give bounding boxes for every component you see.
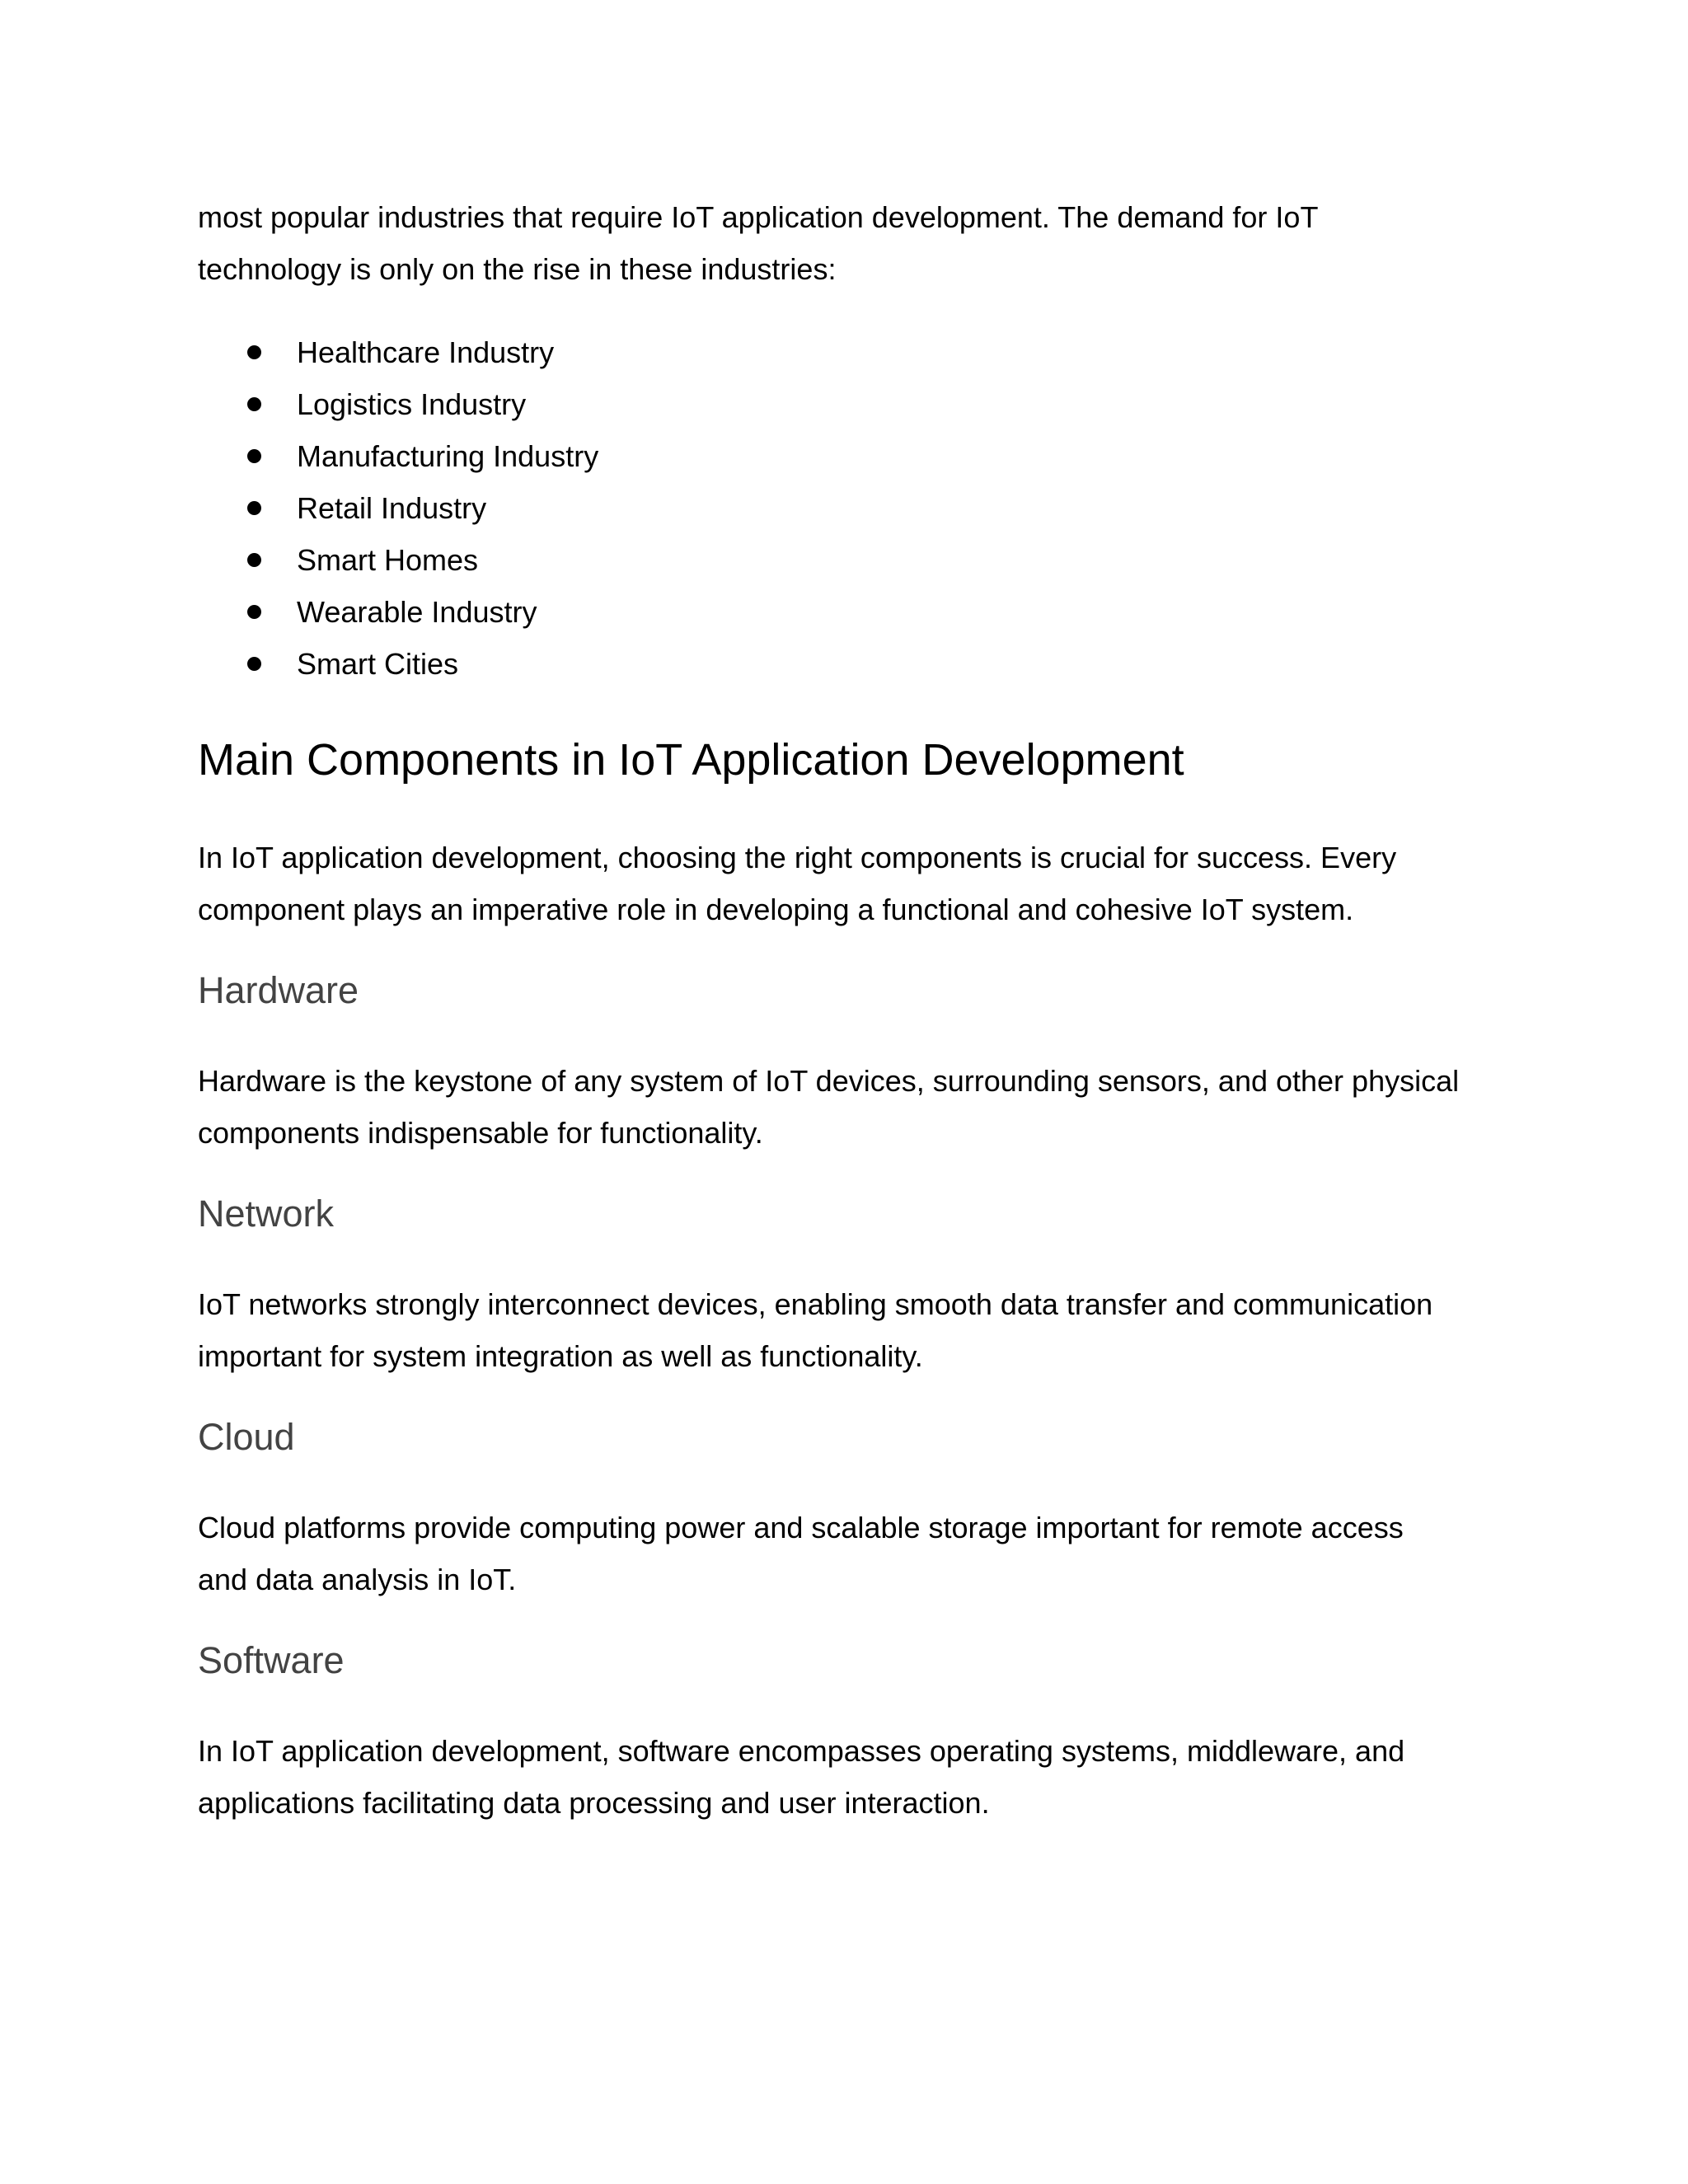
bullet-icon <box>247 397 261 411</box>
list-item-label: Smart Cities <box>297 647 459 681</box>
paragraph-line: components indispensable for functionality. <box>198 1116 763 1150</box>
hardware-heading: Hardware <box>198 969 359 1011</box>
list-item-label: Retail Industry <box>297 491 487 525</box>
software-paragraph <box>198 1725 1500 1829</box>
intro-line: technology is only on the rise in these industries: <box>198 252 837 286</box>
list-item <box>198 534 1500 586</box>
list-item <box>198 586 1500 638</box>
cloud-heading: Cloud <box>198 1416 295 1458</box>
paragraph-line: Cloud platforms provide computing power and scalable storage important for remote access <box>198 1511 1404 1544</box>
cloud-paragraph <box>198 1502 1500 1605</box>
list-item-label: Healthcare Industry <box>297 335 555 369</box>
bullet-icon <box>247 605 261 619</box>
list-item <box>198 326 1500 378</box>
list-item-label: Wearable Industry <box>297 595 537 629</box>
bullet-icon <box>247 553 261 567</box>
bullet-icon <box>247 345 261 359</box>
bullet-icon <box>247 657 261 671</box>
list-item <box>198 638 1500 690</box>
paragraph-line: In IoT application development, software encompasses operating systems, middleware, and <box>198 1734 1405 1768</box>
list-item <box>198 378 1500 430</box>
section-heading: Main Components in IoT Application Development <box>198 735 1184 785</box>
paragraph-line: applications facilitating data processing and user interaction. <box>198 1786 990 1820</box>
paragraph-line: component plays an imperative role in developing a functional and cohesive IoT system. <box>198 893 1354 926</box>
paragraph-line: Hardware is the keystone of any system of IoT devices, surrounding sensors, and other physical <box>198 1064 1460 1098</box>
list-item <box>198 482 1500 534</box>
list-item-label: Logistics Industry <box>297 387 527 421</box>
list-item <box>198 430 1500 482</box>
bullet-icon <box>247 449 261 463</box>
network-paragraph <box>198 1278 1500 1382</box>
network-heading: Network <box>198 1193 335 1235</box>
paragraph-line: In IoT application development, choosing the right components is crucial for success. Every <box>198 841 1397 874</box>
paragraph-line: important for system integration as well as functionality. <box>198 1339 923 1373</box>
hardware-paragraph <box>198 1055 1500 1159</box>
intro-paragraph <box>198 191 1500 295</box>
list-item-label: Manufacturing Industry <box>297 439 599 473</box>
paragraph-line: and data analysis in IoT. <box>198 1563 517 1596</box>
document-content <box>198 191 1500 1829</box>
section-intro-paragraph <box>198 832 1500 935</box>
list-item-label: Smart Homes <box>297 543 479 577</box>
industries-list <box>198 326 1500 690</box>
software-heading: Software <box>198 1639 345 1681</box>
bullet-icon <box>247 501 261 515</box>
intro-line: most popular industries that require IoT application development. The demand for IoT <box>198 200 1319 234</box>
paragraph-line: IoT networks strongly interconnect devices, enabling smooth data transfer and communication <box>198 1287 1433 1321</box>
